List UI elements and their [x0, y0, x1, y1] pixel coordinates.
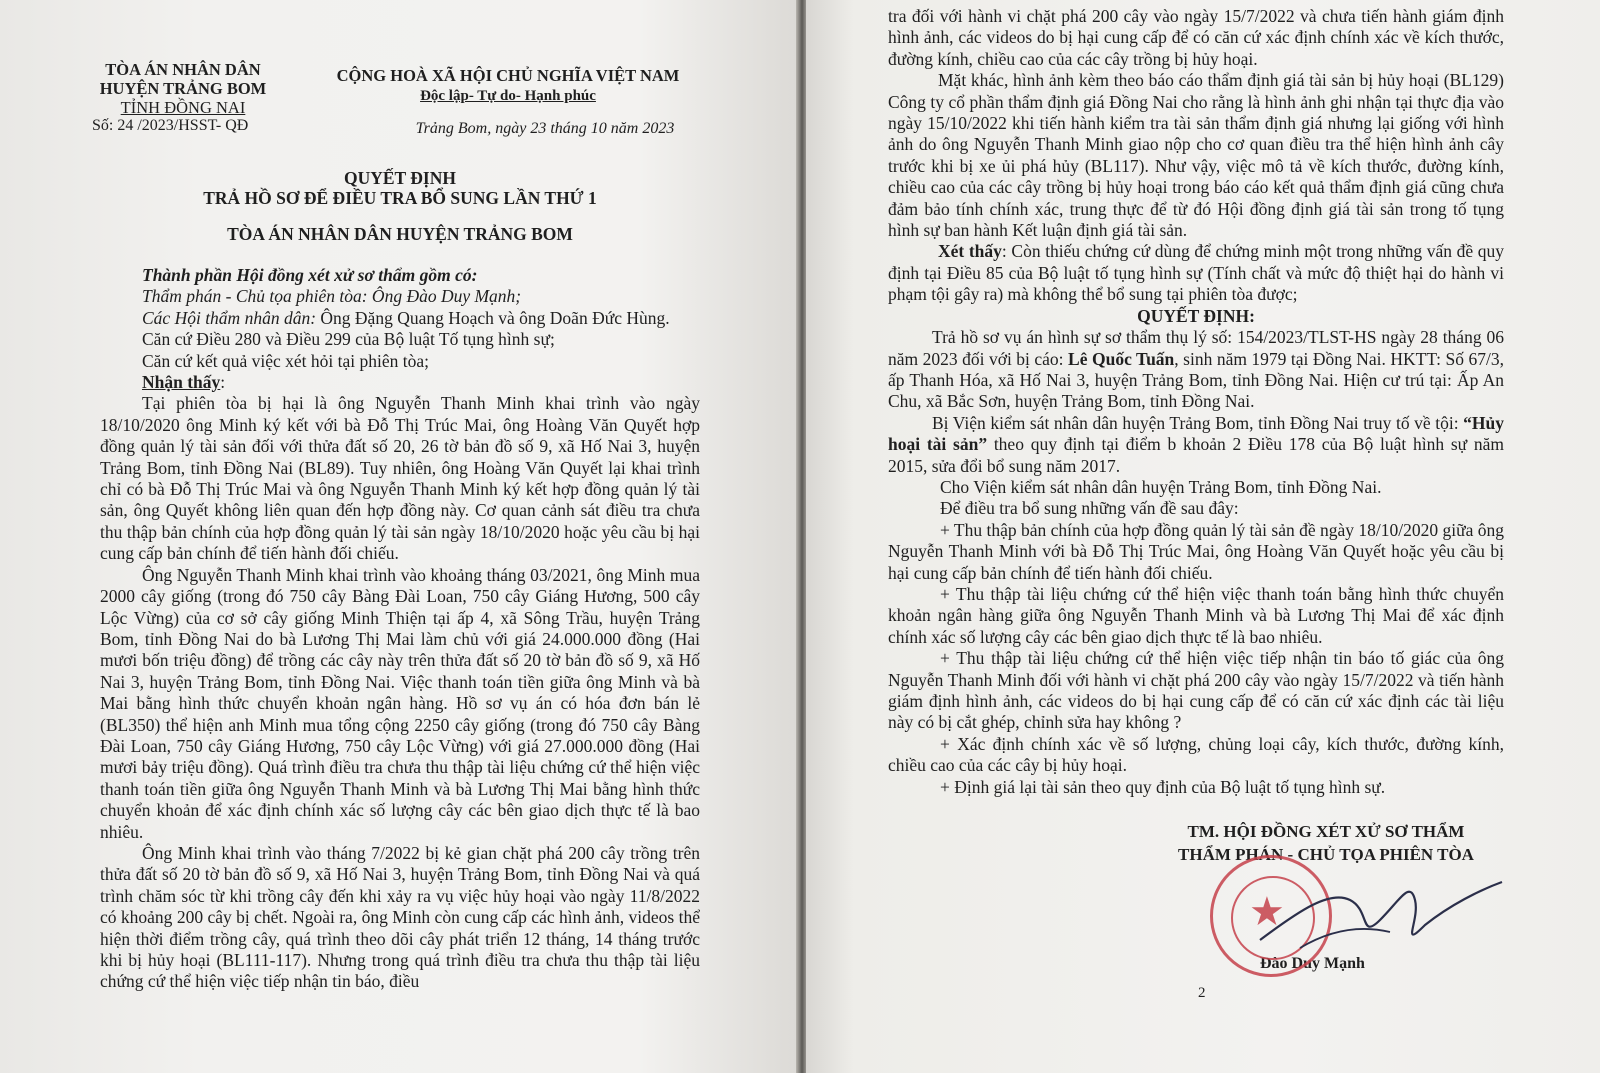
court-heading: TÒA ÁN NHÂN DÂN HUYỆN TRẢNG BOM	[227, 224, 573, 244]
signer-name: Đào Duy Mạnh	[1260, 955, 1365, 972]
assessors-label: Các Hội thẩm nhân dân:	[142, 307, 317, 328]
court-header	[78, 60, 288, 117]
for-procuracy: Cho Viện kiểm sát nhân dân huyện Trảng Bom, tỉnh Đồng Nai.	[940, 476, 1382, 497]
page-number: 2	[1198, 985, 1206, 1001]
decision-title: QUYẾT ĐỊNH	[344, 168, 456, 188]
motto: Độc lập- Tự do- Hạnh phúc	[420, 88, 596, 104]
continued-paragraph: tra đối với hành vi chặt phá 200 cây vào ngày 15/7/2022 và chưa tiến hành giám định hình ảnh, các videos do bị hại cung cấp để có căn cứ xác định chính xác về kích thước, đường kính, chiều cao của các cây trồng bị hủy hoại.	[888, 6, 1504, 69]
para-3: Ông Minh khai trình vào tháng 7/2022 bị kẻ gian chặt phá 200 cây trồng trên thửa đất số 20 tờ bản đồ số 9, xã Hố Nai 3, huyện Trảng Bom, tỉnh Đồng Nai và quá trình chăm sóc từ khi trồng cây đến khi xảy ra vụ việc hủy hoại vào ngày 11/8/2022 có khoảng 200 cây bị chết. Ngoài ra, ông Minh còn cung cấp các hình ảnh, videos thể hiện thời điểm trồng cây, quá trình theo dõi cây phát triển 12 tháng, 14 tháng trước khi bị hủy hoại (BL111-117). Nhưng trong quá trình điều tra chưa thu thập tài liệu chứng cứ thể hiện việc tiếp nhận tin báo, điều	[100, 842, 700, 992]
item-4: + Xác định chính xác về số lượng, chủng loại cây, kích thước, đường kính, chiều cao của các cây bị hủy hoại.	[888, 733, 1504, 776]
decision-subtitle: TRẢ HỒ SƠ ĐỂ ĐIỀU TRA BỔ SUNG LẦN THỨ 1	[203, 188, 597, 208]
sign-title-2: THẨM PHÁN - CHỦ TỌA PHIÊN TÒA	[1178, 845, 1474, 864]
investigate-intro: Để điều tra bổ sung những vấn đề sau đây:	[940, 498, 1239, 519]
assessors-names: Ông Đặng Quang Hoạch và ông Doãn Đức Hùng.	[316, 307, 670, 328]
judge-line: Thẩm phán - Chủ tọa phiên tòa: Ông Đào Duy Mạnh;	[142, 286, 522, 307]
assessors-line	[100, 308, 700, 329]
prosecution-paragraph	[888, 413, 1504, 477]
decision-heading: QUYẾT ĐỊNH:	[1137, 305, 1255, 326]
prosecution-text-1: Bị Viện kiểm sát nhân dân huyện Trảng Bom, tỉnh Đồng Nai truy tố về tội:	[932, 412, 1464, 433]
left-body	[100, 265, 700, 993]
findings-colon: :	[220, 372, 226, 393]
doc-number: Số: 24 /2023/HSST- QĐ	[92, 117, 249, 134]
para-1: Tại phiên tòa bị hại là ông Nguyễn Thanh Minh khai trình vào ngày 18/10/2020 ông Minh ký kết với bà Đỗ Thị Trúc Mai, ông Hoàng Văn Quyết hợp đồng quản lý tài sản đối với thửa đất số 20, 26 tờ bản đồ số 9, xã Hố Nai 3, huyện Trảng Bom, tỉnh Đồng Nai (BL89). Tuy nhiên, ông Hoàng Văn Quyết lại khai trình chỉ có bà Đỗ Thị Trúc Mai và ông Nguyễn Thanh Minh ký kết hợp đồng quản lý tài sản, ông Quyết không liên quan đến hợp đồng này. Cơ quan cảnh sát điều tra chưa thu thập bản chính của hợp đồng quản lý tài sản ngày 18/10/2020 hoặc yêu cầu bị hại cung cấp bản chính để tiến hành đối chiếu.	[100, 393, 700, 564]
court-province: TỈNH ĐỒNG NAI	[120, 98, 246, 117]
consider-label: Xét thấy	[938, 241, 1002, 262]
court-seal-icon: ★	[1210, 855, 1332, 977]
sign-title-1: TM. HỘI ĐỒNG XÉT XỬ SƠ THẨM	[1187, 822, 1465, 841]
item-3: + Thu thập tài liệu chứng cứ thể hiện việc tiếp nhận tin báo tố giác của ông Nguyễn Thanh Minh đối với hành vi chặt phá 200 cây vào ngày 15/7/2022 và tiến hành giám định hình ảnh, các videos do bị hại cung cấp để có căn cứ xác định các tài liệu này có bị cắt ghép, chỉnh sửa hay không ?	[888, 648, 1504, 733]
para-2: Ông Nguyễn Thanh Minh khai trình vào khoảng tháng 03/2021, ông Minh mua 2000 cây giống (trong đó 750 cây Bàng Đài Loan, 750 cây Giáng Hương, 500 cây Lộc Vừng) của cơ sở cây giống Minh Thiện tại ấp 4, xã Sông Trầu, huyện Trảng Bom, tỉnh Đồng Nai do bà Lương Thị Mai làm chủ với giá 24.000.000 đồng (Hai mươi bốn triệu đồng) để trồng các cây này trên thửa đất số 20 tờ bản đồ số 9, xã Hố Nai 3, huyện Trảng Bom, tỉnh Đồng Nai. Việc thanh toán tiền giữa ông Minh và bà Mai bằng hình thức chuyển khoản ngân hàng. Hồ sơ vụ án có hóa đơn bán lẻ (BL350) thể hiện anh Minh mua tổng cộng 2250 cây giống (trong đó 750 cây Bàng Đài Loan, 750 cây Giáng Hương, 750 cây Lộc Vừng) với giá 27.000.000 đồng (Hai mươi bảy triệu đồng). Quá trình điều tra chưa thu thập tài liệu chứng cứ thể hiện việc thanh toán tiền giữa ông Nguyễn Thanh Minh và bà Lương Thị Mai bằng hình thức chuyển khoản để xác định chính xác số lượng cây các bên giao dịch thực tế là bao nhiêu.	[100, 564, 700, 842]
court-district: HUYỆN TRẢNG BOM	[99, 79, 267, 98]
right-body	[888, 6, 1504, 798]
para-4: Mặt khác, hình ảnh kèm theo báo cáo thẩm định giá tài sản bị hủy hoại (BL129) Công ty cổ phần thẩm định giá Đồng Nai cho rằng là hình ảnh ghi nhận tại thực địa vào ngày 15/10/2022 khi tiến hành kiểm tra tài sản thẩm định giá nhưng lại giống với hình ảnh do ông Nguyễn Thanh Minh giao nộp cho cơ quan điều tra thể hiện hình ảnh cây trước khi bị xe ủi phá hủy (BL117). Như vậy, việc mô tả về kích thước, đường kính, chiều cao của các cây trồng bị hủy hoại trong báo cáo kết quả thẩm định giá cũng chưa đảm bảo tính chính xác, trung thực để từ đó Hội đồng định giá tài sản trong tố tụng hình sự ban hành Kết luận định giá tài sản.	[888, 70, 1504, 241]
court-name: TÒA ÁN NHÂN DÂN	[105, 60, 261, 79]
left-page	[0, 0, 798, 1073]
signature-icon	[1240, 870, 1510, 960]
return-text-2: , sinh năm 1979 tại Đồng Nai. HKTT: Số 67/3, ấp Thanh Hóa, xã Hố Nai 3, huyện Trảng Bom, tỉnh Đồng Nai. Hiện cư trú tại: Ấp An Chu, xã Bắc Sơn, huyện Trảng Bom, tỉnh Đồng Nai.	[888, 348, 1504, 412]
item-5: + Định giá lại tài sản theo quy định của Bộ luật tố tụng hình sự.	[940, 776, 1386, 797]
basis-2: Căn cứ kết quả việc xét hỏi tại phiên tòa;	[142, 350, 429, 371]
place-date: Trảng Bom, ngày 23 tháng 10 năm 2023	[415, 120, 675, 137]
republic-title: CỘNG HOÀ XÃ HỘI CHỦ NGHĨA VIỆT NAM	[336, 66, 680, 85]
prosecution-text-2: theo quy định tại điểm b khoản 2 Điều 178 của Bộ luật hình sự năm 2015, sửa đổi bổ sung năm 2017.	[888, 434, 1505, 476]
item-2: + Thu thập tài liệu chứng cứ thể hiện việc thanh toán bằng hình thức chuyển khoản ngân hàng giữa ông Nguyễn Thanh Minh và bà Lương Thị Mai để xác định chính xác số lượng cây các bên giao dịch thực tế là bao nhiêu.	[888, 583, 1504, 647]
basis-1: Căn cứ Điều 280 và Điều 299 của Bộ luật Tố tụng hình sự;	[142, 329, 555, 350]
consider-text: : Còn thiếu chứng cứ dùng để chứng minh một trong những vấn đề quy định tại Điều 85 của Bộ luật tố tụng hình sự (Tính chất và mức độ thiệt hại do hành vi phạm tội gây ra) mà không thể bổ sung tại phiên tòa được;	[888, 241, 1504, 305]
return-paragraph	[888, 327, 1504, 413]
findings-heading: Nhận thấy	[142, 372, 221, 393]
defendant-name: Lê Quốc Tuấn	[1068, 348, 1175, 369]
panel-heading: Thành phần Hội đồng xét xử sơ thẩm gồm có:	[142, 265, 478, 285]
findings-heading-line	[100, 372, 700, 393]
return-text-1: Trả hồ sơ vụ án hình sự sơ thẩm thụ lý số: 154/2023/TLST-HS ngày 28 tháng 06 năm 2023 đối với bị cáo:	[888, 327, 1504, 369]
item-1: + Thu thập bản chính của hợp đồng quản lý tài sản đề ngày 18/10/2020 giữa ông Nguyễn Thanh Minh với bà Đỗ Thị Trúc Mai, ông Hoàng Văn Quyết hoặc yêu cầu bị hại cung cấp bản chính để tiến hành đối chiếu.	[888, 519, 1504, 583]
consider-paragraph	[888, 241, 1504, 305]
charge-name: “Hủy hoại tài sản”	[888, 412, 1504, 455]
